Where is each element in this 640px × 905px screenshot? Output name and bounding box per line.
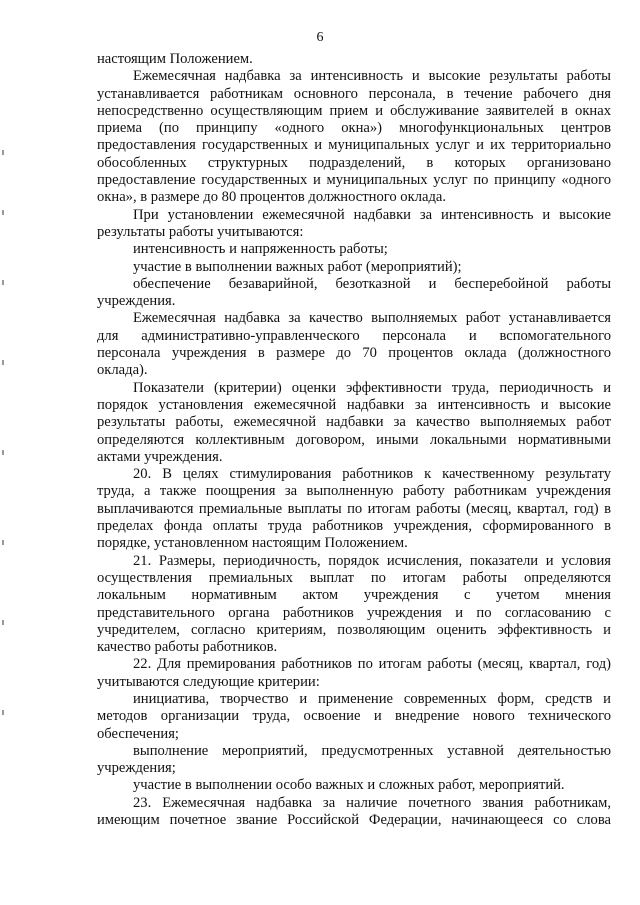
document-body [97, 51, 611, 829]
text-line: При установлении ежемесячной надбавки за интенсивность и высокие [133, 206, 611, 223]
text-line: оклада). [97, 362, 148, 379]
text-line: 23. Ежемесячная надбавка за наличие почетного звания работникам, [133, 794, 611, 811]
text-line: труда, а также поощрения за выполненную работу работникам учреждения [97, 483, 611, 500]
text-line: предоставление государственных и муниципальных услуг по принципу «одного [97, 172, 611, 189]
text-line: 21. Размеры, периодичность, порядок исчисления, показатели и условия [133, 552, 611, 569]
text-line: определяются коллективным договором, иными локальными нормативными [97, 431, 611, 448]
text-line: результаты работы учитываются: [97, 223, 304, 240]
text-line: качество работы работников. [97, 639, 278, 656]
text-line: участие в выполнении особо важных и сложных работ, мероприятий. [133, 777, 565, 794]
text-line: результаты работы, ежемесячной надбавки за качество выполняемых работ [97, 414, 611, 431]
text-line: локальным нормативным актом учреждения с учетом мнения [97, 587, 611, 604]
text-line: порядок установления ежемесячной надбавки за интенсивность и высокие [97, 396, 611, 413]
text-line: Ежемесячная надбавка за интенсивность и высокие результаты работы [133, 68, 611, 85]
text-line: персонала учреждения в размере до 70 процентов оклада (должностного [97, 345, 611, 362]
text-line: настоящим Положением. [97, 51, 253, 67]
text-line: 20. В целях стимулирования работников к качественному результату [133, 466, 611, 483]
text-line: выполнение мероприятий, предусмотренных уставной деятельностью [133, 742, 611, 759]
text-line: методов организации труда, освоение и внедрение нового технического [97, 708, 611, 725]
text-line: окна», в размере до 80 процентов должностного оклада. [97, 189, 447, 206]
text-line: устанавливается работникам основного персонала, в течение рабочего дня [97, 85, 611, 102]
text-line: пределах фонда оплаты труда работников учреждения, сформированного в [97, 518, 611, 535]
text-line: обособленных структурных подразделений, в которых организовано [97, 154, 611, 171]
text-line: имеющим почетное звание Российской Федерации, начинающееся со слова [97, 812, 611, 829]
text-line: для административно-управленческого персонала и вспомогательного [97, 327, 611, 344]
text-line: непосредственно осуществляющим прием и обслуживание заявителей в окнах [97, 102, 611, 119]
text-line: представительного органа работников учреждения и по согласованию с [97, 604, 611, 621]
page-number: 6 [316, 30, 324, 45]
text-line: 22. Для премирования работников по итогам работы (месяц, квартал, год) [133, 656, 611, 673]
text-line: инициатива, творчество и применение современных форм, средств и [133, 690, 611, 707]
text-line: Ежемесячная надбавка за качество выполняемых работ устанавливается [133, 310, 611, 327]
text-line: предоставления государственных и муниципальных услуг и их территориально [97, 137, 611, 154]
text-line: учреждения. [97, 293, 176, 310]
text-line: актами учреждения. [97, 448, 223, 465]
text-line: осуществления премиальных выплат по итогам работы определяются [97, 569, 611, 586]
text-line: Показатели (критерии) оценки эффективности труда, периодичность и [133, 379, 611, 396]
text-line: выплачиваются премиальные выплаты по итогам работы (месяц, квартал, год) в [97, 500, 611, 517]
text-line: учредителем, согласно критериям, позволяющим оценить эффективность и [97, 621, 611, 638]
text-line: порядке, установленном настоящим Положением. [97, 535, 408, 552]
text-line: приема (по принципу «одного окна») многофункциональных центров [97, 120, 611, 137]
text-line: обеспечение безаварийной, безотказной и бесперебойной работы [133, 275, 611, 292]
text-line: учреждения; [97, 760, 176, 777]
text-line: участие в выполнении важных работ (мероприятий); [133, 258, 462, 275]
text-line: учитываются следующие критерии: [97, 673, 320, 690]
text-line: обеспечения; [97, 725, 179, 742]
scan-edge-marks [2, 150, 6, 750]
text-line: интенсивность и напряженность работы; [133, 241, 388, 258]
